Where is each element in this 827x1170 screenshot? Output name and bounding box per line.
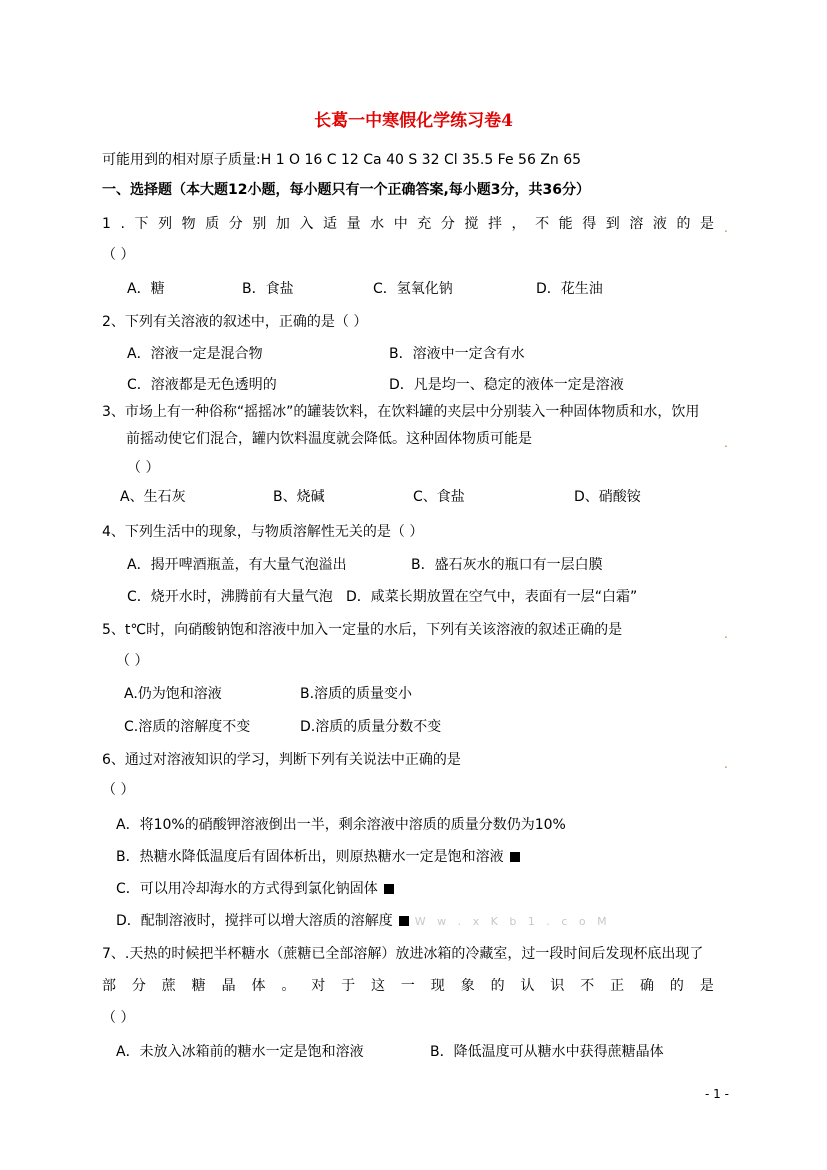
stem-char: 加 xyxy=(275,216,290,232)
stem-char: 糖 xyxy=(191,978,206,994)
watermark: W w . x K b 1 . c o M xyxy=(414,915,611,928)
square-mark-icon xyxy=(384,884,394,894)
stem-char: . xyxy=(120,216,125,232)
stem-char: 的 xyxy=(490,978,505,994)
stem-char: 这 xyxy=(371,978,386,994)
question-6-paren: （ ） xyxy=(102,782,135,798)
stem-char: 是 xyxy=(699,978,714,994)
stem-char: 的 xyxy=(676,216,691,232)
stem-char: 蔗 xyxy=(161,978,176,994)
q4-option-c: C．烧开水时，沸腾前有大量气泡 xyxy=(127,589,333,605)
stem-char: 的 xyxy=(669,978,684,994)
mark-dot: . xyxy=(724,221,728,235)
stem-char: 正 xyxy=(610,978,625,994)
stem-char: 一 xyxy=(400,978,415,994)
question-7-stem-line2 xyxy=(102,977,714,995)
question-3-paren: （ ） xyxy=(127,460,160,476)
page-number: - 1 - xyxy=(705,1087,729,1101)
mark-dot: . xyxy=(724,627,728,641)
q6-option-b xyxy=(116,848,520,866)
stem-char: 不 xyxy=(580,978,595,994)
question-1-stem xyxy=(102,215,714,233)
question-4-stem: 4、下列生活中的现象，与物质溶解性无关的是（ ） xyxy=(102,524,424,540)
stem-char: 分 xyxy=(228,216,243,232)
q6-option-b-text: B．热糖水降低温度后有固体析出，则原热糖水一定是饱和溶液 xyxy=(116,849,504,865)
question-5-stem: 5、t℃时，向硝酸钠饱和溶液中加入一定量的水后，下列有关该溶液的叙述正确的是 xyxy=(102,622,623,638)
stem-char: 分 xyxy=(440,216,455,232)
stem-char: 列 xyxy=(158,216,173,232)
q2-option-c: C．溶液都是无色透明的 xyxy=(127,377,277,393)
square-mark-icon xyxy=(510,852,520,862)
q7-option-b: B．降低温度可从糖水中获得蔗糖晶体 xyxy=(430,1044,664,1060)
stem-char: 物 xyxy=(181,216,196,232)
page-title: 长葛一中寒假化学练习卷4 xyxy=(314,111,513,131)
stem-char: 得 xyxy=(582,216,597,232)
question-3-stem-line2: 前摇动使它们混合，罐内饮料温度就会降低。这种固体物质可能是 xyxy=(126,431,532,447)
q3-option-c: C、食盐 xyxy=(413,489,465,505)
stem-char: 液 xyxy=(652,216,667,232)
section-heading: 一、选择题（本大题12小题，每小题只有一个正确答案,每小题3分，共36分） xyxy=(102,182,591,198)
q5-option-c: C.溶质的溶解度不变 xyxy=(124,719,251,735)
q2-option-b: B．溶液中一定含有水 xyxy=(389,346,525,362)
stem-char: 认 xyxy=(520,978,535,994)
question-1-paren: （ ） xyxy=(102,247,135,263)
stem-char: 于 xyxy=(341,978,356,994)
stem-char: 1 xyxy=(102,216,111,232)
stem-char: 别 xyxy=(252,216,267,232)
q3-option-a: A、生石灰 xyxy=(120,489,186,505)
mark-dot: . xyxy=(724,436,728,450)
atomic-masses: 可能用到的相对原子质量:H 1 O 16 C 12 Ca 40 S 32 Cl 35.5 Fe 56 Zn 65 xyxy=(102,152,582,168)
stem-char: 搅 xyxy=(464,216,479,232)
q1-option-a: A．糖 xyxy=(127,281,165,297)
q5-option-b: B.溶质的质量变小 xyxy=(300,686,413,702)
stem-char: 质 xyxy=(205,216,220,232)
question-5-paren: （ ） xyxy=(116,653,149,669)
stem-char: 体 xyxy=(251,978,266,994)
question-6-stem: 6、通过对溶液知识的学习，判断下列有关说法中正确的是 xyxy=(102,752,461,768)
stem-char: 适 xyxy=(323,216,337,232)
q3-option-d: D、硝酸铵 xyxy=(574,489,641,505)
stem-char: 是 xyxy=(700,216,714,232)
stem-char: 晶 xyxy=(221,978,236,994)
stem-char: 水 xyxy=(370,216,385,232)
stem-char: 溶 xyxy=(629,216,644,232)
question-7-stem-line1: 7、.天热的时候把半杯糖水（蔗糖已全部溶解）放进冰箱的冷藏室，过一段时间后发现杯底出现了 xyxy=(102,946,704,962)
q4-option-a: A．揭开啤酒瓶盖，有大量气泡溢出 xyxy=(127,557,347,573)
q1-option-c: C．氢氧化钠 xyxy=(373,281,453,297)
q6-option-c xyxy=(116,880,394,898)
stem-char: 到 xyxy=(605,216,620,232)
stem-char: 拌 xyxy=(487,216,502,232)
question-3-stem-line1: 3、市场上有一种俗称“摇摇冰”的罐装饮料，在饮料罐的夹层中分别装入一种固体物质和水，饮用 xyxy=(102,404,700,420)
stem-char: 中 xyxy=(393,216,408,232)
stem-char: 能 xyxy=(558,216,573,232)
stem-char: 量 xyxy=(346,216,361,232)
stem-char: 确 xyxy=(640,978,655,994)
stem-char: 。 xyxy=(281,978,296,994)
stem-char: 分 xyxy=(131,978,146,994)
q2-option-a: A．溶液一定是混合物 xyxy=(127,346,263,362)
q5-option-d: D.溶质的质量分数不变 xyxy=(300,719,442,735)
q3-option-b: B、烧碱 xyxy=(273,489,325,505)
q1-option-b: B．食盐 xyxy=(242,281,294,297)
stem-char: 部 xyxy=(102,978,116,994)
q2-option-d: D．凡是均一、稳定的液体一定是溶液 xyxy=(389,377,624,393)
q4-option-d: D．咸菜长期放置在空气中，表面有一层“白霜” xyxy=(346,589,638,605)
q6-option-d-text: D．配制溶液时，搅拌可以增大溶质的溶解度 xyxy=(116,913,393,929)
square-mark-icon xyxy=(399,916,409,926)
q7-option-a: A．未放入冰箱前的糖水一定是饱和溶液 xyxy=(116,1044,364,1060)
q5-option-a: A.仍为饱和溶液 xyxy=(124,686,222,702)
q6-option-c-text: C．可以用冷却海水的方式得到氯化钠固体 xyxy=(116,881,378,897)
question-7-paren: （ ） xyxy=(102,1010,135,1026)
stem-char: 象 xyxy=(460,978,475,994)
stem-char: 现 xyxy=(430,978,445,994)
stem-char: ， xyxy=(511,216,526,232)
stem-char: 对 xyxy=(311,978,326,994)
stem-char: 下 xyxy=(134,216,149,232)
mark-dot: . xyxy=(724,757,728,771)
stem-char: 充 xyxy=(417,216,432,232)
q4-option-b: B．盛石灰水的瓶口有一层白膜 xyxy=(411,557,603,573)
stem-char: 不 xyxy=(535,216,550,232)
stem-char: 识 xyxy=(550,978,565,994)
stem-char: 入 xyxy=(299,216,314,232)
q1-option-d: D．花生油 xyxy=(536,281,603,297)
q6-option-d xyxy=(116,912,611,931)
question-2-stem: 2、下列有关溶液的叙述中，正确的是（ ） xyxy=(102,314,368,330)
q6-option-a: A．将10%的硝酸钾溶液倒出一半，剩余溶液中溶质的质量分数仍为10% xyxy=(116,817,566,833)
